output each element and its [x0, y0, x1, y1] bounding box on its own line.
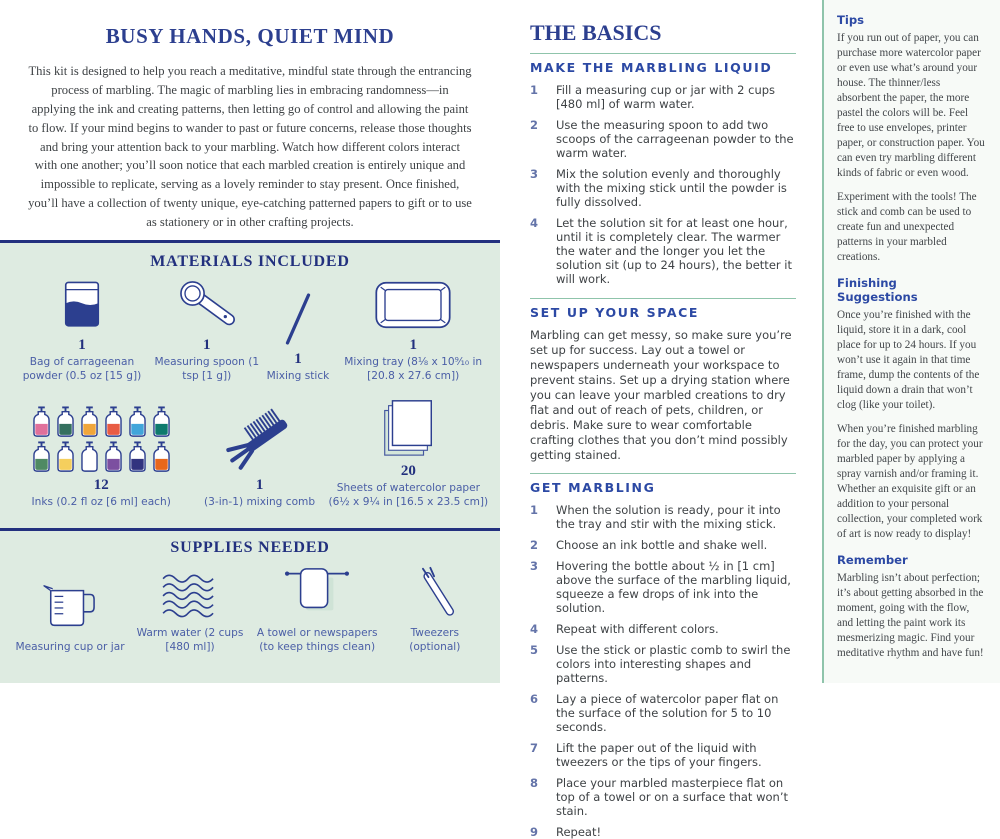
step-item — [530, 776, 796, 818]
supply-tweezers — [384, 565, 485, 654]
left-column — [0, 0, 500, 683]
material-powder-bag — [10, 277, 154, 383]
intro-paragraph: This kit is designed to help you reach a meditative, mindful state through the entrancing process of marbling. The magic of marbling lies in embracing randomness—in applying the ink and creating patterns, then letting go of control and allowing the paint to flow. If your mind begins to wander to past or future concerns, release those thoughts and bring your attention back to your marbling. Watch how different colors interact with one another; you’ll soon notice that each marbled creation is entirely unique and impossible to replicate, serving as a lovely reminder to stay present. Once finished, you’ll have a collection of twenty unique, eye-catching patterned papers to gift or to use as stationery or in other crafting projects. — [28, 64, 472, 230]
material-count: 1 — [255, 476, 264, 493]
step-item — [530, 167, 796, 209]
material-label: Bag of carrageenan powder (0.5 oz [15 g]) — [22, 356, 142, 382]
ink-bottle-icon — [103, 441, 124, 473]
ink-bottle-icon — [151, 406, 172, 438]
step-number: 3 — [530, 558, 539, 573]
step-text: Use the measuring spoon to add two scoops of the carrageenan powder to the warm water. — [556, 118, 794, 161]
material-mixing-comb — [192, 401, 326, 510]
step-text: Use the stick or plastic comb to swirl the colors into interesting shapes and patterns. — [556, 642, 791, 685]
step-number: 2 — [530, 537, 539, 552]
step-item — [530, 825, 796, 839]
material-count: 1 — [203, 337, 211, 353]
warm-water-icon — [155, 571, 225, 619]
material-count: 1 — [78, 337, 86, 353]
space-paragraph: Marbling can get messy, so make sure you’re set up for success. Lay out a towel or newspapers underneath your workspace to prevent stains. Set up a drying station where you can leave your marbled creations to dry flat and out of reach of pets, children, or debris. Make sure to wear comfortable crafting clothes that you don’t mind possibly getting stained. — [530, 328, 792, 462]
step-number: 4 — [530, 216, 539, 231]
remember-heading: Remember — [837, 552, 908, 567]
remember-paragraph: Marbling isn’t about perfection; it’s about getting absorbed in the moment, going with the flow, and letting the paint work its mesmerizing magic. Find your meditative rhythm and have fun! — [837, 571, 984, 659]
supply-label: A towel or newspapers (to keep things clean) — [256, 627, 378, 653]
step-number: 1 — [530, 83, 539, 97]
supply-measuring-cup — [10, 581, 130, 655]
step-number: 7 — [530, 740, 539, 755]
material-label: Mixing stick — [266, 369, 330, 382]
powder-bag-icon — [56, 277, 108, 333]
ink-bottle-icon — [55, 406, 76, 438]
ink-bottles-icon — [26, 406, 176, 473]
towel-icon — [282, 565, 352, 619]
intro-section — [0, 0, 500, 240]
ink-bottle-icon — [79, 406, 100, 438]
step-number: 1 — [530, 502, 539, 517]
supply-warm-water — [130, 571, 250, 654]
section-divider — [530, 298, 796, 299]
material-paper-sheets — [327, 395, 490, 509]
step-text: When the solution is ready, pour it into the tray and stir with the mixing stick. — [556, 502, 781, 531]
material-label: Inks (0.2 fl oz [6 ml] each) — [31, 495, 171, 508]
measuring-cup-icon — [39, 581, 101, 633]
step-number: 6 — [530, 691, 539, 706]
supply-towel — [250, 565, 384, 654]
material-inks — [10, 406, 192, 510]
step-item — [530, 622, 796, 636]
supply-label: Measuring cup or jar — [15, 640, 125, 653]
tips-paragraph-1: If you run out of paper, you can purchase more watercolor paper or even use what’s around your house. The thinner/less absorbent the paper, the more pastel the colors will be. Feel free to use envelopes, printer paper, or construction paper. You can even try marbling different kinds of fabric or even wood. — [837, 31, 985, 179]
step-number: 4 — [530, 621, 539, 636]
finishing-heading: Finishing Suggestions — [837, 275, 918, 304]
materials-row-1 — [0, 277, 500, 383]
tips-paragraph-2: Experiment with the tools! The stick and comb can be used to create fun and unexpected patterns in your marbled creations. — [837, 190, 977, 263]
step-text: Choose an ink bottle and shake well. — [556, 537, 768, 552]
step-item — [530, 643, 796, 685]
step-item — [530, 503, 796, 531]
material-count: 1 — [294, 350, 302, 367]
ink-bottle-icon — [31, 406, 52, 438]
supplies-heading: SUPPLIES NEEDED — [170, 539, 330, 556]
paper-sheets-icon — [373, 395, 443, 459]
ink-bottle-icon — [103, 406, 124, 438]
supplies-row — [0, 565, 500, 654]
step-text: Lay a piece of watercolor paper flat on the surface of the solution for 5 to 10 seconds. — [556, 691, 779, 734]
space-heading: SET UP YOUR SPACE — [530, 305, 700, 321]
step-item — [530, 83, 796, 111]
step-number: 9 — [530, 824, 539, 839]
step-text: Fill a measuring cup or jar with 2 cups [480 ml] of warm water. — [556, 83, 776, 112]
material-label: Sheets of watercolor paper (6½ x 9¼ in [16.5 x 23.5 cm]) — [328, 482, 489, 508]
material-label: Measuring spoon (1 tsp [1 g]) — [154, 356, 260, 382]
material-label: (3-in-1) mixing comb — [204, 495, 316, 508]
step-text: Let the solution sit for at least one hour, until it is completely clear. The warmer the water and the longer you let the solution sit (up to 24 hours), the better it will work. — [556, 216, 792, 287]
step-text: Place your marbled masterpiece flat on top of a towel or on a surface that won’t stain. — [556, 775, 788, 818]
materials-panel — [0, 243, 500, 528]
sidebar-column — [822, 0, 1000, 683]
materials-heading: MATERIALS INCLUDED — [150, 253, 350, 270]
materials-row-2 — [0, 395, 500, 509]
step-text: Repeat with different colors. — [556, 621, 719, 636]
step-item — [530, 559, 796, 615]
mixing-comb-icon — [220, 401, 300, 473]
step-text: Hovering the bottle about ½ in [1 cm] above the surface of the marbling liquid, squeeze a few drops of ink into the solution. — [556, 558, 791, 615]
step-number: 3 — [530, 167, 539, 182]
supplies-panel — [0, 531, 500, 683]
material-count: 12 — [93, 476, 109, 493]
marbling-steps — [530, 503, 796, 839]
tips-heading: Tips — [837, 13, 865, 27]
liquid-heading: MAKE THE MARBLING LIQUID — [530, 60, 773, 75]
mixing-stick-icon — [276, 291, 320, 347]
step-text: Lift the paper out of the liquid with tweezers or the tips of your fingers. — [556, 740, 762, 769]
section-divider — [530, 473, 796, 474]
supply-label: Warm water (2 cups [480 ml]) — [136, 627, 244, 653]
measuring-spoon-icon — [173, 279, 241, 333]
tweezers-icon — [409, 565, 461, 619]
material-count: 1 — [409, 337, 417, 353]
ink-bottle-icon — [79, 441, 100, 473]
step-item — [530, 216, 796, 286]
marbling-heading: GET MARBLING — [530, 479, 656, 495]
liquid-steps — [530, 83, 796, 286]
ink-bottle-icon — [55, 441, 76, 473]
material-mixing-tray — [336, 277, 490, 383]
material-count: 20 — [400, 463, 416, 480]
finishing-paragraph-1: Once you’re finished with the liquid, store it in a dark, cool place for up to 24 hours. If you won’t use it again in that time frame, dump the contents of the liquid down a drain that won’t clog (like your toilet). — [837, 308, 980, 411]
basics-column — [500, 0, 822, 839]
material-mixing-stick — [260, 291, 337, 384]
ink-bottle-icon — [151, 441, 172, 473]
step-item — [530, 538, 796, 552]
step-text: Mix the solution evenly and thoroughly with the mixing stick until the powder is fully dissolved. — [556, 167, 787, 210]
step-item — [530, 741, 796, 769]
page-title: BUSY HANDS, QUIET MIND — [105, 24, 395, 48]
step-item — [530, 118, 796, 160]
material-label: Mixing tray (8⅛ x 10⁹⁄₁₀ in [20.8 x 27.6 cm]) — [344, 356, 483, 382]
material-measuring-spoon — [154, 279, 260, 383]
ink-bottle-icon — [127, 441, 148, 473]
ink-bottle-icon — [31, 441, 52, 473]
ink-bottle-icon — [127, 406, 148, 438]
step-number: 2 — [530, 118, 539, 133]
step-number: 5 — [530, 642, 539, 657]
supply-label: Tweezers (optional) — [409, 627, 461, 653]
step-item — [530, 692, 796, 734]
finishing-paragraph-2: When you’re finished marbling for the day, you can protect your marbled paper by applying a spray varnish and/or framing it. Whether an exquisite gift or an addition to your personal collection, your completed work of art is now ready to display! — [837, 422, 983, 540]
mixing-tray-icon — [372, 277, 454, 333]
basics-title: THE BASICS — [530, 20, 662, 45]
step-number: 8 — [530, 775, 539, 790]
section-divider — [530, 53, 796, 54]
step-text: Repeat! — [556, 824, 602, 839]
